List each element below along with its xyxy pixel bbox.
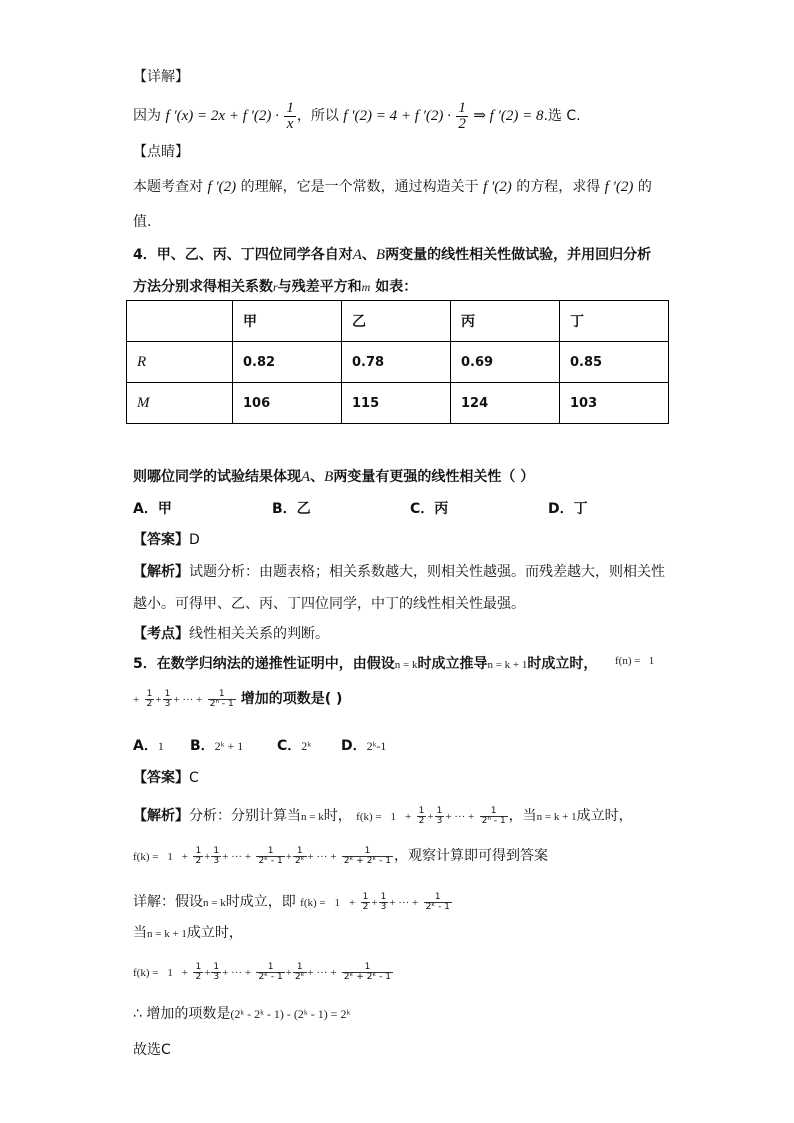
q4-answer (133, 529, 200, 549)
remark-f-term-3: f ′(2) (604, 179, 634, 195)
remark-end: 值. (133, 214, 152, 230)
q5-fn-label: f(n) = 1 (615, 655, 655, 667)
table-cell: 103 (560, 383, 669, 424)
table-cell: 0.82 (233, 342, 342, 383)
analysis-tag: 【解析】 (133, 808, 189, 824)
dianjing-tag: 【点睛】 (133, 144, 189, 160)
row-label: M (127, 383, 233, 424)
q5-option-b: B．2ᵏ + 1 (190, 738, 244, 754)
q5-analysis-line-1: 【解析】分析：分别计算当n = k时， f(k) = 1 + $\frac{1}{2}$ + $\frac{1}{3}$ + ··· + $\frac{1}{\text{2ⁿ - 1}}$ ，当n = k + 1成立时， (133, 805, 633, 826)
row-label: R (127, 342, 233, 383)
q4-stem-line-2: 方法分别求得相关系数r与残差平方和m 如表： (133, 279, 418, 295)
result-conclusion: ⇒ f ′(2) = 8 (473, 108, 544, 124)
q4-analysis-line-1: 【解析】试题分析：由题表格；相关系数越大，则相关性越强。而残差越大，则相关性 (133, 564, 665, 580)
table-cell: 124 (451, 383, 560, 424)
given-equation: f ′(x) = 2x + f ′(2) · (165, 108, 279, 124)
so-text: ，所以 (296, 108, 339, 124)
kaodian-tag: 【考点】 (133, 626, 189, 642)
q5-answer (133, 767, 199, 787)
q5-detail-line-2: 当n = k + 1成立时， (133, 925, 243, 941)
q4-option-c: C．丙 (410, 501, 449, 517)
answer-tag: 【答案】 (133, 770, 189, 786)
analysis-tag: 【解析】 (133, 564, 189, 580)
q4-option-a: A．甲 (133, 501, 172, 517)
remark-line: 本题考查对 f ′(2) 的理解，它是一个常数，通过构造关于 f ′(2) 的方程，求得 f ′(2) 的 (133, 179, 652, 195)
table-cell: 0.78 (342, 342, 451, 383)
remark-f-term: f ′(2) (207, 179, 237, 195)
correlation-table (126, 300, 669, 424)
table-header-cell: 甲 (233, 301, 342, 342)
q5-option-a: A．1 (133, 738, 164, 754)
q4-kaodian: 【考点】线性相关关系的判断。 (133, 626, 329, 642)
answer-tag: 【答案】 (133, 532, 189, 548)
frac-half: $\frac{1}{2}$ (146, 688, 153, 709)
xiangjie-tag: 【详解】 (133, 69, 189, 85)
q5-stem-line-1: 5．在数学归纳法的递推性证明中，由假设n = k时成立推导n = k + 1时成立时， (133, 656, 598, 672)
table-header-cell: 丁 (560, 301, 669, 342)
q4-stem-line-1: 4．甲、乙、丙、丁四位同学各自对A、B两变量的线性相关性做试验，并用回归分析 (133, 247, 652, 263)
q4-ask: 则哪位同学的试验结果体现A、B两变量有更强的线性相关性（ ） (133, 469, 535, 485)
derivation-line (133, 98, 581, 134)
q4-option-d: D．丁 (548, 501, 588, 517)
q4-option-b: B．乙 (272, 501, 311, 517)
because-text: 因为 (133, 108, 161, 124)
q5-final: 故选C (133, 1042, 171, 1058)
q5-detail-line-3: f(k) = 1 + $\frac{1}{2}$ + $\frac{1}{3}$ + ··· + $\frac{1}{\text{2ᵏ - 1}}$ + $\frac{1}{\text{2ᵏ}}$ + ··· + $\frac{1}{\text{2ᵏ + 2ᵏ - 1}}$ (133, 961, 391, 982)
result-fraction: $\frac{1}{2}$ (458, 99, 466, 132)
table-cell: 0.85 (560, 342, 669, 383)
q5-analysis-line-2: f(k) = 1 + $\frac{1}{2}$ + $\frac{1}{3}$ + ··· + $\frac{1}{\text{2ᵏ - 1}}$ + $\frac{1}{\text{2ᵏ}}$ + ··· + $\frac{1}{\text{2ᵏ + 2ᵏ - 1}}$ ，观察计算即可得到答案 (133, 845, 548, 866)
choose-text: .选 C. (543, 108, 581, 124)
table-row (127, 342, 669, 383)
remark-f-term-2: f ′(2) (483, 179, 512, 195)
frac-third: $\frac{1}{3}$ (164, 688, 171, 709)
table-cell: 106 (233, 383, 342, 424)
q5-option-c: C．2ᵏ (277, 738, 312, 754)
table-cell: 115 (342, 383, 451, 424)
result-equation: f ′(2) = 4 + f ′(2) · (343, 108, 451, 124)
answer-value: C (189, 770, 199, 786)
table-row (127, 383, 669, 424)
q5-increase-line: ∴ 增加的项数是(2ᵏ - 2ᵏ - 1) - (2ᵏ - 1) = 2ᵏ (133, 1006, 351, 1022)
table-header-cell (127, 301, 233, 342)
table-cell: 0.69 (451, 342, 560, 383)
answer-value: D (189, 532, 200, 548)
frac-last: $\frac{1}{\text{2ⁿ - 1}}$ (209, 688, 234, 709)
q5-stem-line-2: + $\frac{1}{2}$ + $\frac{1}{3}$ + ··· + $\frac{1}{\text{2ⁿ - 1}}$ 增加的项数是( ) (133, 688, 343, 709)
q5-option-d: D．2ᵏ-1 (341, 738, 387, 754)
table-header-cell: 乙 (342, 301, 451, 342)
table-header-row (127, 301, 669, 342)
given-fraction: $\frac{1}{x}$ (286, 99, 294, 132)
table-header-cell: 丙 (451, 301, 560, 342)
q5-detail-line-1: 详解：假设n = k时成立，即 f(k) = 1 + $\frac{1}{2}$ + $\frac{1}{3}$ + ··· + $\frac{1}{\text{2ᵏ - 1}}$ (133, 891, 450, 912)
q4-analysis-line-2: 越小。可得甲、乙、丙、丁四位同学，中丁的线性相关性最强。 (133, 596, 525, 612)
